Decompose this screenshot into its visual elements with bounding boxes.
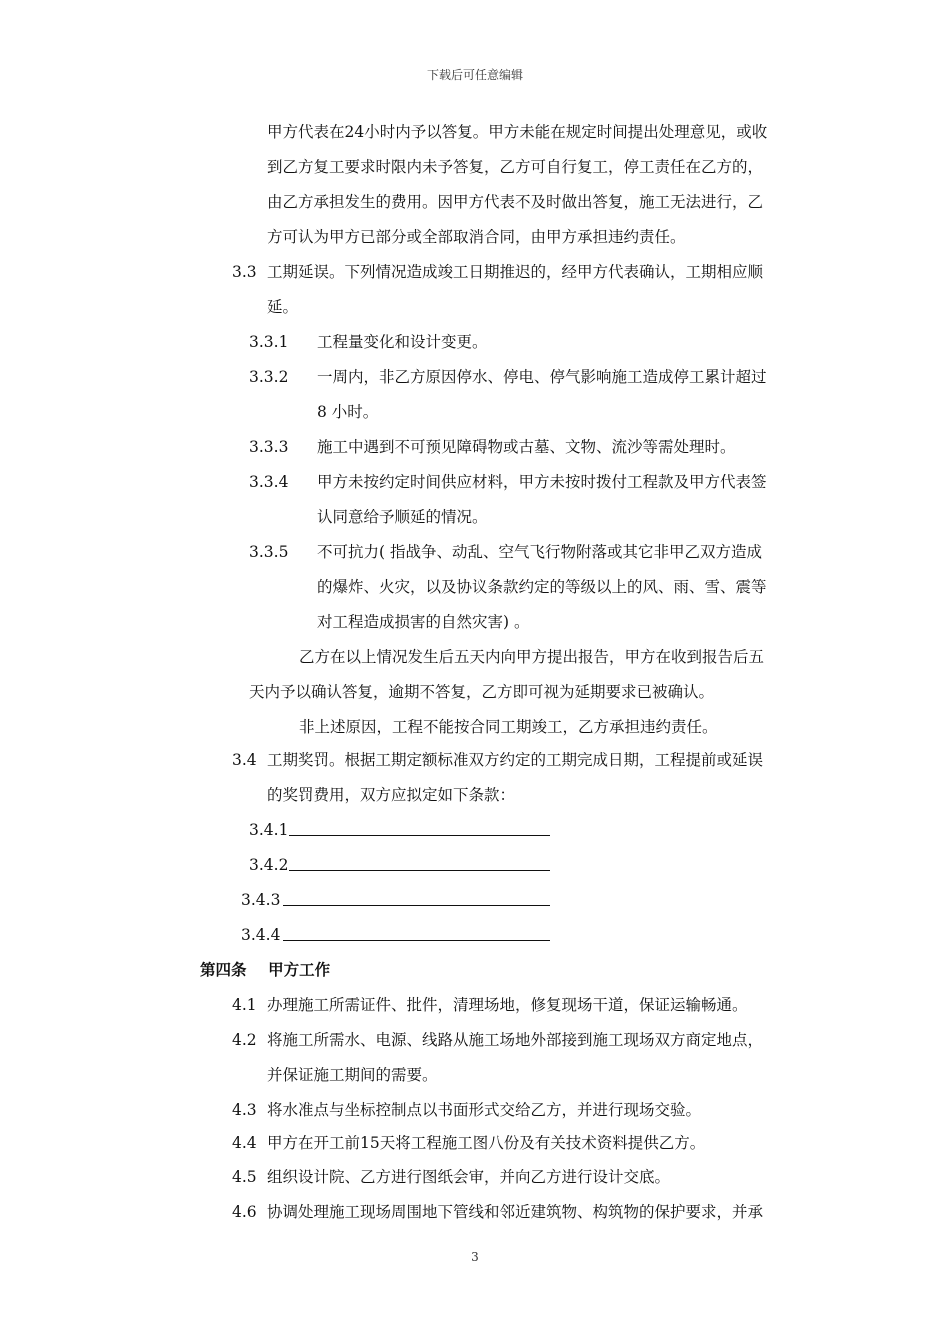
section-number: 4.2: [232, 1031, 257, 1049]
blank-item-number: 3.4.2: [249, 856, 289, 874]
text-line: 到乙方复工要求时限内未予答复，乙方可自行复工，停工责任在乙方的，: [267, 158, 764, 176]
text-line: 协调处理施工现场周围地下管线和邻近建筑物、构筑物的保护要求，并承: [267, 1203, 764, 1221]
text-line: 的奖罚费用，双方应拟定如下条款：: [267, 786, 516, 804]
item-number: 3.3.4: [249, 473, 289, 491]
page-header: 下载后可任意编辑: [426, 68, 523, 82]
text-line: 对工程造成损害的自然灾害) 。: [317, 613, 530, 631]
text-line: 施工中遇到不可预见障碍物或古墓、文物、流沙等需处理时。: [317, 438, 736, 456]
item-number: 3.3.2: [249, 368, 289, 386]
text-line: 不可抗力( 指战争、动乱、空气飞行物附落或其它非甲乙双方造成: [317, 543, 762, 561]
text-line: 甲方在开工前15天将工程施工图八份及有关技术资料提供乙方。: [267, 1134, 706, 1152]
section-number: 3.3: [232, 263, 257, 281]
text-line: 乙方在以上情况发生后五天内向甲方提出报告，甲方在收到报告后五: [299, 648, 765, 666]
text-line: 将水准点与坐标控制点以书面形式交给乙方，并进行现场交验。: [267, 1101, 702, 1119]
item-number: 3.3.3: [249, 438, 289, 456]
article-title: 第四条 甲方工作: [200, 960, 331, 979]
text-line: 将施工所需水、电源、线路从施工场地外部接到施工现场双方商定地点，: [267, 1031, 764, 1049]
section-number: 3.4: [232, 751, 257, 769]
text-line: 组织设计院、乙方进行图纸会审，并向乙方进行设计交底。: [267, 1168, 671, 1186]
text-line: 认同意给予顺延的情况。: [317, 508, 488, 526]
section-number: 4.5: [232, 1168, 257, 1186]
blank-item-number: 3.4.1: [249, 821, 289, 839]
text-line: 的爆炸、火灾，以及协议条款约定的等级以上的风、雨、雪、震等: [317, 578, 767, 596]
text-line: 方可认为甲方已部分或全部取消合同，由甲方承担违约责任。: [267, 228, 686, 246]
fill-in-blank: [283, 891, 550, 906]
text-line: 办理施工所需证件、批件，清理场地，修复现场干道，保证运输畅通。: [267, 996, 748, 1014]
section-number: 4.1: [232, 996, 257, 1014]
text-line: 甲方未按约定时间供应材料，甲方未按时拨付工程款及甲方代表签: [317, 473, 767, 491]
text-line: 工期延误。下列情况造成竣工日期推迟的，经甲方代表确认，工期相应顺: [267, 263, 764, 281]
text-line: 并保证施工期间的需要。: [267, 1066, 438, 1084]
page-number: 3: [471, 1250, 479, 1264]
text-line: 8 小时。: [317, 403, 379, 421]
fill-in-blank: [289, 821, 550, 836]
text-line: 由乙方承担发生的费用。因甲方代表不及时做出答复，施工无法进行，乙: [267, 193, 764, 211]
blank-item-number: 3.4.4: [241, 926, 281, 944]
section-number: 4.3: [232, 1101, 257, 1119]
fill-in-blank: [289, 856, 550, 871]
section-number: 4.6: [232, 1203, 257, 1221]
section-number: 4.4: [232, 1134, 257, 1152]
text-line: 天内予以确认答复，逾期不答复，乙方即可视为延期要求已被确认。: [249, 683, 715, 701]
text-line: 非上述原因，工程不能按合同工期竣工，乙方承担违约责任。: [299, 718, 718, 736]
blank-item-number: 3.4.3: [241, 891, 281, 909]
item-number: 3.3.5: [249, 543, 289, 561]
text-line: 工期奖罚。根据工期定额标准双方约定的工期完成日期，工程提前或延误: [267, 751, 764, 769]
text-line: 延。: [267, 298, 299, 316]
item-number: 3.3.1: [249, 333, 289, 351]
text-line: 工程量变化和设计变更。: [317, 333, 488, 351]
text-line: 甲方代表在24小时内予以答复。甲方未能在规定时间提出处理意见，或收: [267, 123, 768, 141]
text-line: 一周内，非乙方原因停水、停电、停气影响施工造成停工累计超过: [317, 368, 767, 386]
fill-in-blank: [283, 926, 550, 941]
